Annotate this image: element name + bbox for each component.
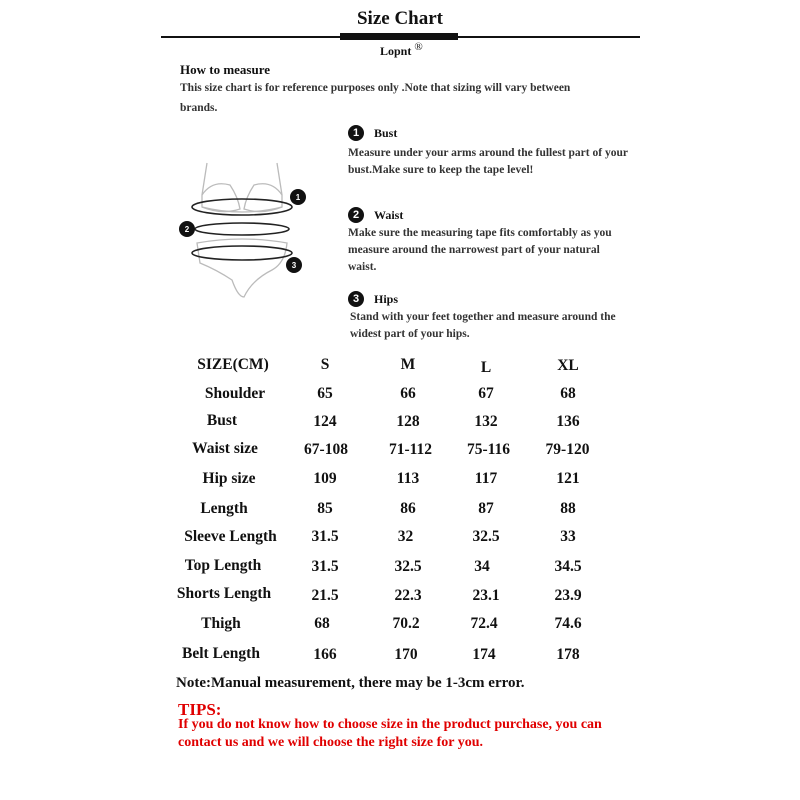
- cell-belt-m: 170: [394, 646, 418, 663]
- cell-bust-l: 132: [474, 413, 498, 430]
- row-label-top-length: Top Length: [184, 557, 262, 574]
- hip-tape-line: [192, 246, 292, 260]
- hip-marker-number: 3: [291, 261, 297, 270]
- waist-instruction-text: Make sure the measuring tape fits comfortably as you measure around the narrowest part of your natural waist.: [348, 227, 612, 273]
- cell-bust-xl: 136: [556, 413, 580, 430]
- table-header-size: SIZE(CM): [197, 356, 269, 373]
- cell-top-xl: 34.5: [554, 558, 582, 575]
- bust-instruction-text: Measure under your arms around the fullest part of your bust.Make sure to keep the tape level!: [348, 147, 628, 176]
- cell-thigh-xl: 74.6: [554, 615, 582, 632]
- row-label-shoulder: Shoulder: [204, 385, 266, 402]
- bikini-top-left-cup: [202, 184, 240, 212]
- cell-hip-xl: 121: [556, 470, 580, 487]
- page-title: Size Chart: [356, 8, 443, 29]
- bust-label: Bust: [374, 126, 398, 140]
- how-to-measure-intro: This size chart is for reference purposes only .Note that sizing will vary between brands.: [180, 82, 571, 114]
- cell-thigh-m: 70.2: [392, 615, 420, 632]
- cell-waist-s: 67-108: [304, 441, 348, 458]
- bikini-top-band: [202, 207, 282, 212]
- cell-waist-xl: 79-120: [545, 441, 590, 458]
- cell-length-m: 86: [400, 500, 416, 517]
- hips-instruction-title: [348, 290, 398, 308]
- cell-belt-xl: 178: [556, 646, 580, 663]
- row-label-waist-size: Waist size: [192, 440, 258, 457]
- cell-belt-l: 174: [472, 646, 496, 663]
- tips-heading: TIPS:: [178, 700, 222, 719]
- cell-waist-l: 75-116: [466, 441, 511, 458]
- cell-sleeve-xl: 33: [560, 528, 576, 545]
- cell-shoulder-xl: 68: [560, 385, 576, 402]
- table-header-m: M: [400, 356, 416, 373]
- cell-shoulder-s: 65: [317, 385, 333, 402]
- cell-shoulder-l: 67: [478, 385, 494, 402]
- cell-hip-m: 113: [396, 470, 420, 487]
- bust-instruction-title: [348, 124, 397, 142]
- cell-sleeve-m: 32: [397, 528, 414, 545]
- cell-belt-s: 166: [313, 646, 337, 663]
- bust-number-icon: 1: [348, 125, 364, 141]
- cell-waist-m: 71-112: [388, 441, 433, 458]
- cell-top-l: 34: [474, 558, 490, 575]
- bikini-measure-illustration: [172, 155, 312, 305]
- cell-shorts-m: 22.3: [394, 587, 422, 604]
- measurement-note: Note:Manual measurement, there may be 1-3cm error.: [176, 675, 525, 691]
- registered-mark: ®: [414, 41, 423, 53]
- cell-shorts-xl: 23.9: [554, 587, 582, 604]
- table-header-s: S: [320, 356, 330, 373]
- brand-label: Lopnt: [380, 44, 412, 58]
- waist-label: Waist: [374, 208, 404, 222]
- row-label-hip-size: Hip size: [202, 470, 256, 487]
- row-label-shorts-length: Shorts Length: [176, 585, 272, 602]
- row-label-thigh: Thigh: [201, 615, 241, 632]
- cell-length-l: 87: [478, 500, 494, 517]
- row-label-bust: Bust: [206, 412, 238, 429]
- cell-top-m: 32.5: [394, 558, 422, 575]
- cell-top-s: 31.5: [311, 558, 339, 575]
- cell-bust-s: 124: [313, 413, 337, 430]
- brand-name: [380, 41, 423, 59]
- hips-number-icon: 3: [348, 291, 364, 307]
- how-to-measure-heading: How to measure: [180, 62, 271, 77]
- row-label-sleeve-length: Sleeve Length: [184, 528, 277, 545]
- row-label-length: Length: [200, 500, 248, 517]
- cell-thigh-s: 68: [314, 615, 330, 632]
- hips-label: Hips: [374, 292, 399, 306]
- bikini-top-right-cup: [244, 184, 282, 212]
- table-header-xl: XL: [557, 357, 579, 374]
- tips-text: If you do not know how to choose size in the product purchase, you can contact us and we will choose the right size for you.: [178, 717, 602, 750]
- cell-hip-s: 109: [313, 470, 337, 487]
- bust-marker-number: 1: [295, 193, 301, 202]
- cell-shoulder-m: 66: [400, 385, 416, 402]
- hips-instruction-text: Stand with your feet together and measure around the widest part of your hips.: [350, 311, 616, 340]
- cell-length-xl: 88: [560, 500, 576, 517]
- waist-number-icon: 2: [348, 207, 364, 223]
- cell-thigh-l: 72.4: [470, 615, 498, 632]
- cell-shorts-l: 23.1: [472, 587, 500, 604]
- waist-instruction-title: [348, 206, 403, 224]
- cell-bust-m: 128: [396, 413, 420, 430]
- cell-sleeve-l: 32.5: [472, 528, 500, 545]
- cell-length-s: 85: [317, 500, 333, 517]
- table-header-l: L: [480, 359, 492, 376]
- waist-tape-line: [195, 223, 289, 235]
- cell-hip-l: 117: [474, 470, 498, 487]
- row-label-belt-length: Belt Length: [182, 645, 260, 662]
- cell-shorts-s: 21.5: [311, 587, 339, 604]
- cell-sleeve-s: 31.5: [311, 528, 339, 545]
- title-divider-accent: [340, 33, 458, 40]
- waist-marker-number: 2: [184, 225, 190, 234]
